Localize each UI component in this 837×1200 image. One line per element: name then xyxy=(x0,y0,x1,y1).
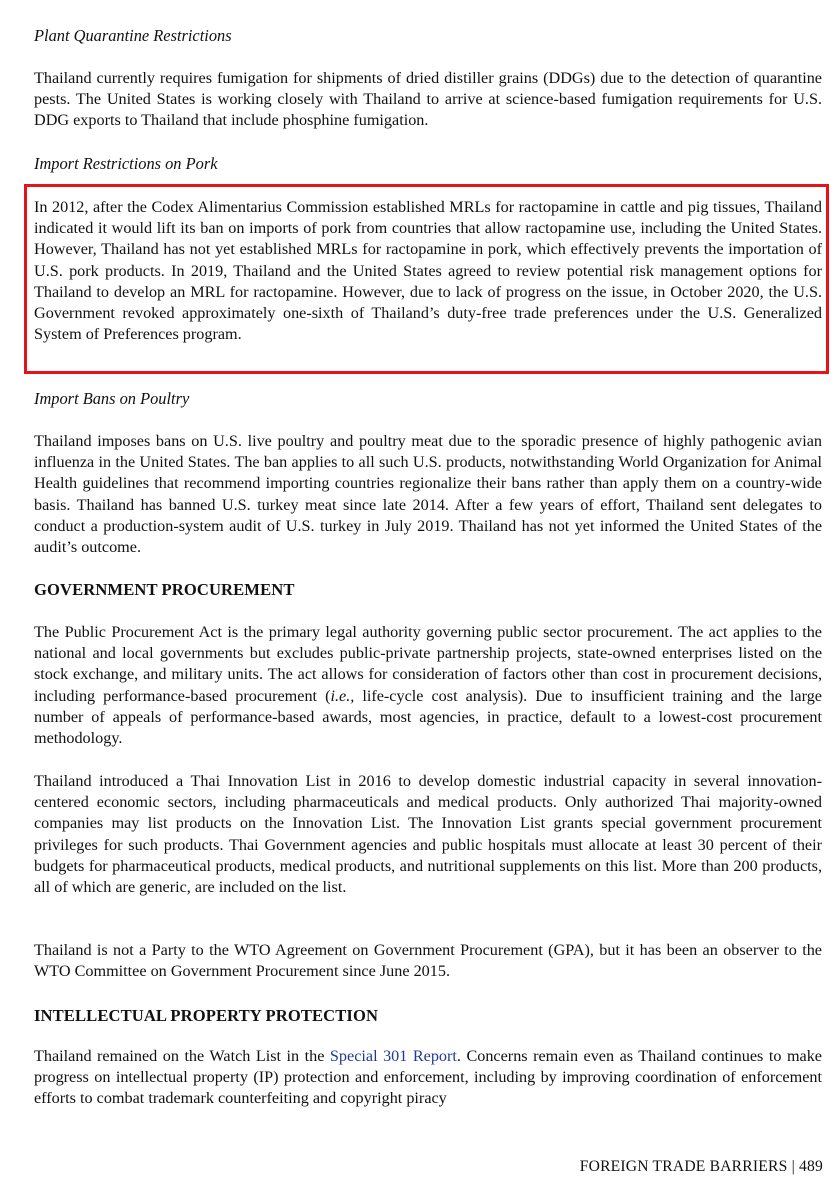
procurement-p1-ie: i.e., xyxy=(330,686,355,705)
special-301-report-link[interactable]: Special 301 Report xyxy=(329,1047,457,1065)
paragraph-procurement-act xyxy=(34,622,822,749)
page-footer xyxy=(580,1156,823,1177)
section-title-plant-quarantine: Plant Quarantine Restrictions xyxy=(34,26,232,45)
section-title-poultry: Import Bans on Poultry xyxy=(34,389,190,408)
section-title-pork: Import Restrictions on Pork xyxy=(34,154,218,173)
paragraph-pork: In 2012, after the Codex Alimentarius Commission established MRLs for ractopamine in cattle and pig tissues, Thailand indicated it would lift its ban on imports of pork from countries that allow ractopamine use, including the United States. However, Thailand has not yet established MRLs for ractopamine in pork, which effectively prevents the importation of U.S. pork products. In 2019, Thailand and the United States agreed to review potential risk management options for Thailand to develop an MRL for ractopamine. However, due to lack of progress on the issue, in October 2020, the U.S. Government revoked approximately one-sixth of Thailand’s duty-free trade preferences under the U.S. Generalized System of Preferences program. xyxy=(34,198,822,344)
footer-separator: | xyxy=(787,1158,799,1175)
heading-government-procurement: GOVERNMENT PROCUREMENT xyxy=(34,580,295,599)
paragraph-gpa: Thailand is not a Party to the WTO Agreement on Government Procurement (GPA), but it has been an observer to the WTO Committee on Government Procurement since June 2015. xyxy=(34,941,822,981)
page-number: 489 xyxy=(799,1158,823,1175)
paragraph-innovation-list: Thailand introduced a Thai Innovation List in 2016 to develop domestic industrial capacity in several innovation-centered economic sectors, including pharmaceuticals and medical products. Only authorized Thai majority-owned companies may list products on the Innovation List. The Innovation List grants special government procurement privileges for such products. Thai Government agencies and public hospitals must allocate at least 30 percent of their budgets for pharmaceutical products, medical products, and nutritional supplements on this list. More than 200 products, all of which are generic, are included on the list. xyxy=(34,772,822,897)
paragraph-poultry: Thailand imposes bans on U.S. live poultry and poultry meat due to the sporadic presence of highly pathogenic avian influenza in the United States. The ban applies to all such U.S. products, notwithstanding World Organization for Animal Health guidelines that recommend importing countries regionalize their bans rather than apply them on a country-wide basis. Thailand has banned U.S. turkey meat since late 2014. After a few years of effort, Thailand sent delegates to conduct a production-system audit of U.S. turkey in July 2019. Thailand has not yet informed the United States of the audit’s outcome. xyxy=(34,432,822,557)
ip-p1-start: Thailand remained on the Watch List in the xyxy=(34,1047,330,1065)
ip-p1-end: . Concerns remain even as Thailand continues to make progress on intellectual property (IP) protection and enforcement, including by improving coordination of enforcement efforts to combat trademark counterfeiting and copyright piracy xyxy=(34,1047,822,1108)
paragraph-special-301 xyxy=(34,1046,822,1110)
procurement-p1-start: The Public Procurement Act is the primary legal authority governing public sector procurement. The act applies to the national and local governments but excludes public-private partnership projects, state-owned enterprises listed on the stock exchange, and military units. The act allows for consideration of factors other than cost in procurement decisions, including performance-based procurement ( xyxy=(34,623,822,705)
paragraph-plant-quarantine: Thailand currently requires fumigation for shipments of dried distiller grains (DDGs) due to the detection of quarantine pests. The United States is working closely with Thailand to arrive at science-based fumigation requirements for U.S. DDG exports to Thailand that include phosphine fumigation. xyxy=(34,69,822,130)
procurement-p1-end: life-cycle cost analysis). Due to insufficient training and the large number of appeals of performance-based awards, most agencies, in practice, default to a lowest-cost procurement methodology. xyxy=(34,686,822,748)
footer-label: FOREIGN TRADE BARRIERS xyxy=(579,1158,788,1175)
heading-intellectual-property: INTELLECTUAL PROPERTY PROTECTION xyxy=(34,1006,379,1025)
